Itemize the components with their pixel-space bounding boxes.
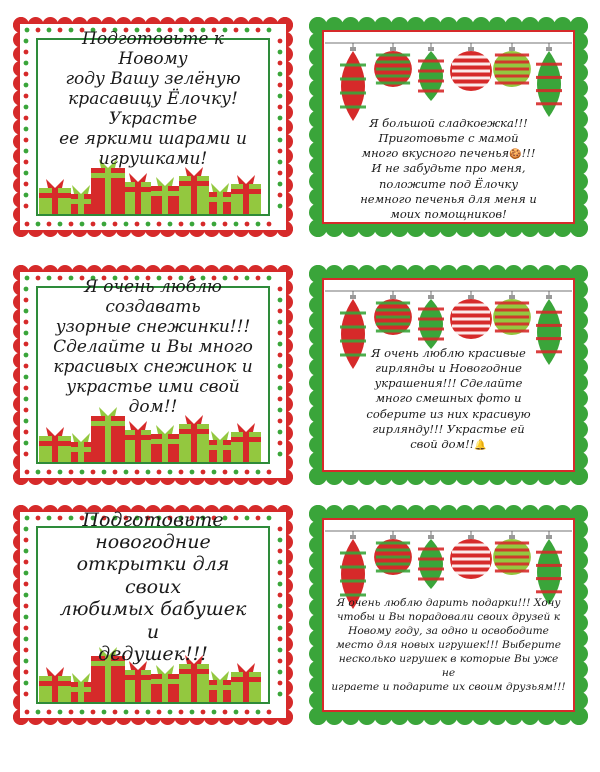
text-line: красивых снежинок и: [53, 357, 253, 378]
text-line: играете и подарите их своим друзьям!!!: [331, 680, 566, 693]
cookie-icon: 🍪: [509, 149, 522, 161]
card-text: [51, 508, 255, 666]
text-line: Я очень люблю дарить подарки!!! Хочу: [336, 597, 561, 610]
card-text: [51, 28, 255, 170]
text-line: Подготовьте новогодние: [82, 508, 224, 553]
text-line: любимых бабушек и: [59, 598, 247, 643]
text-line: положите под Ёлочку: [378, 176, 519, 191]
text-line: соберите из них красивую: [366, 406, 531, 421]
text-line: ее яркими шарами и: [59, 129, 247, 150]
text-line: открытки для своих: [76, 553, 230, 598]
text-line: чтобы и Вы порадовали своих друзей к: [336, 611, 561, 624]
card-decorate-tree: [13, 17, 293, 237]
text-line: Подготовьте к Новому: [82, 28, 224, 69]
text-line: несколько игрушек в которые Вы уже не: [338, 652, 559, 679]
text-line: гирлянду!!! Украстье ей: [372, 421, 525, 436]
text-line: И не забудьте про меня,: [371, 161, 526, 176]
card-text: [349, 111, 548, 227]
text-line: много смешных фото и: [375, 391, 522, 406]
card-gift-toys: [309, 505, 588, 725]
text-line: гирлянды и Новогодние: [375, 361, 522, 376]
text-line: место для новых игрушек!!! Выберите: [335, 639, 562, 652]
text-line: Новому году, за одно и освободите: [348, 625, 549, 638]
card-postcards: [13, 505, 293, 725]
text-line: дедушек!!!: [98, 643, 208, 666]
text-line: Я большой сладкоежка!!!: [369, 115, 528, 130]
card-text: [51, 276, 255, 418]
text-line: узорные снежинки!!!: [55, 316, 251, 337]
card-snowflakes: [13, 265, 293, 485]
card-baking-cookies: [309, 17, 588, 237]
text-line: украшения!!! Сделайте: [374, 376, 523, 391]
text-line: игрушками!: [98, 149, 208, 170]
card-text: [353, 333, 544, 465]
text-line: Я очень люблю создавать: [84, 276, 222, 317]
card-garlands: [309, 265, 588, 485]
text-line: Я очень люблю красивые: [371, 345, 526, 360]
text-line: Сделайте и Вы много: [53, 336, 253, 357]
text-line: красавицу Ёлочку! Украстье: [68, 88, 238, 130]
text-line: украстье ими свой дом!!: [66, 377, 240, 418]
card-text: [331, 591, 566, 701]
text-line: свой дом!!🔔: [410, 436, 487, 451]
text-line: году Вашу зелёную: [65, 68, 241, 89]
text-line: Приготовьте с мамой: [378, 131, 519, 146]
text-line: немного печенья для меня и: [360, 191, 537, 206]
text-line: моих помощников!: [390, 206, 507, 221]
bell-icon: 🔔: [474, 439, 487, 451]
text-line: много вкусного печенья🍪!!!: [361, 146, 536, 161]
